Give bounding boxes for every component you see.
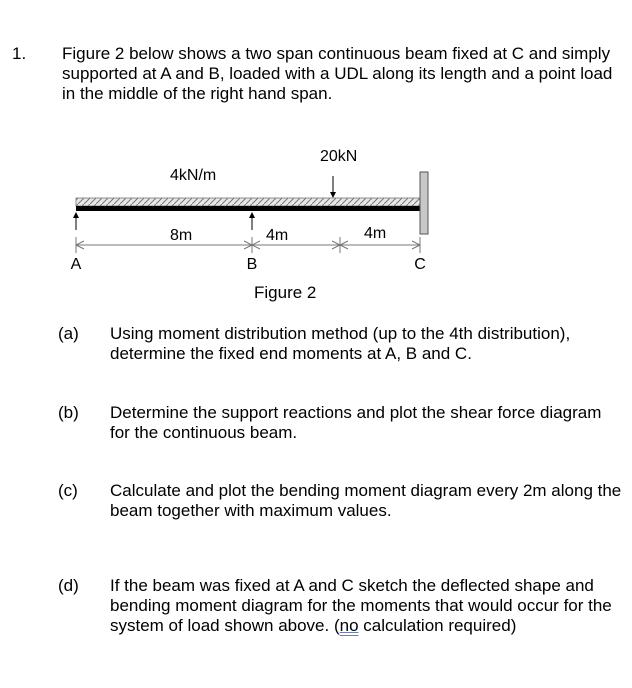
udl-band — [76, 198, 420, 206]
part-c-text: Calculate and plot the bending moment diagram every 2m along the beam together with maximum values. — [110, 481, 622, 520]
point-load-arrow — [330, 176, 336, 198]
support-b-label: B — [246, 256, 258, 273]
part-b-label: (b) — [58, 403, 79, 422]
figure-caption: Figure 2 — [254, 283, 317, 302]
part-d-text-after: calculation required) — [358, 616, 517, 635]
udl-label: 4kN/m — [170, 167, 217, 184]
dim-left-label: 8m — [170, 227, 193, 244]
part-d-text-before: If the beam was fixed at A and C sketch the deflected shape and bending moment diagram for the moments that would occur for the system of load shown above. ( — [110, 576, 612, 635]
part-a-text: Using moment distribution method (up to the 4th distribution), determine the fixed end moments at A, B and C. — [110, 324, 571, 363]
part-c-label: (c) — [58, 481, 78, 500]
reaction-arrow-b — [249, 212, 255, 230]
dim-mid-label: 4m — [266, 227, 289, 244]
reaction-arrow-a — [73, 212, 79, 230]
part-d-text — [110, 576, 625, 636]
dim-right-label: 4m — [364, 225, 387, 242]
beam — [76, 206, 420, 211]
part-d-underlined: no — [339, 616, 359, 635]
beam-figure — [0, 0, 632, 310]
support-c-label: C — [414, 256, 426, 273]
support-a-label: A — [70, 256, 82, 273]
part-a-label: (a) — [58, 324, 79, 343]
part-d-label: (d) — [58, 576, 79, 595]
question-number: 1. — [12, 44, 27, 63]
fixed-support-c — [420, 172, 428, 234]
question-intro: Figure 2 below shows a two span continuous beam fixed at C and simply supported at A and B, loaded with a UDL along its length and a point load in the middle of the right hand span. — [62, 44, 613, 103]
part-b-text: Determine the support reactions and plot the shear force diagram for the continuous beam. — [110, 403, 602, 442]
point-load-label: 20kN — [320, 148, 358, 165]
